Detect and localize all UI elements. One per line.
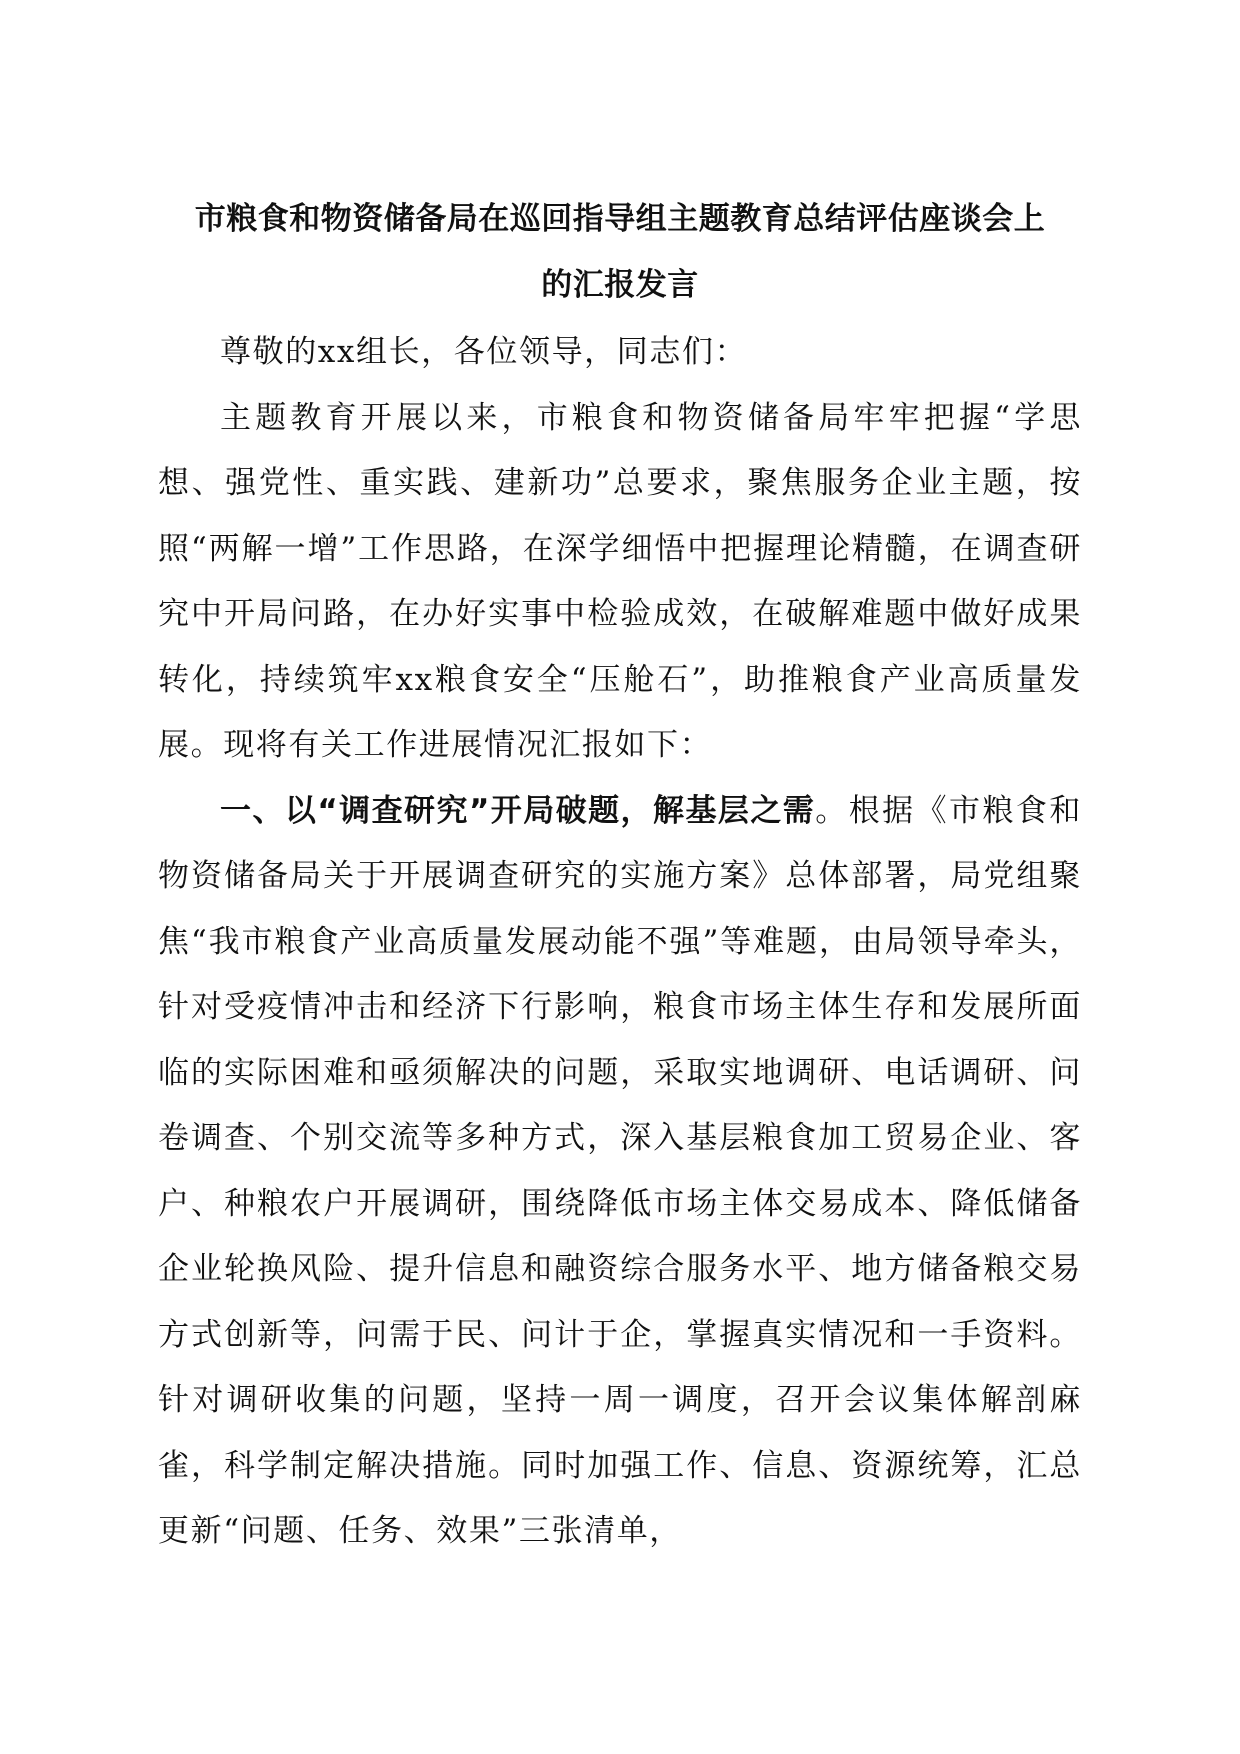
document-title-line-1: 市粮食和物资储备局在巡回指导组主题教育总结评估座谈会上	[194, 201, 1046, 237]
document-body	[158, 186, 1082, 1565]
section-1-body: 。根据《市粮食和物资储备局关于开展调查研究的实施方案》总体部署，局党组聚焦“我市粮食产业高质量发展动能不强”等难题，由局领导牵头，针对受疫情冲击和经济下行影响，粮食市场主体生存和发展所面临的实际困难和亟须解决的问题，采取实地调研、电话调研、问卷调查、个别交流等多种方式，深入基层粮食加工贸易企业、客户、种粮农户开展调研，围绕降低市场主体交易成本、降低储备企业轮换风险、提升信息和融资综合服务水平、地方储备粮交易方式创新等，问需于民、问计于企，掌握真实情况和一手资料。针对调研收集的问题，坚持一周一调度，召开会议集体解剖麻雀，科学制定解决措施。同时加强工作、信息、资源统筹，汇总更新“问题、任务、效果”三张清单，	[158, 792, 1082, 1549]
greeting-paragraph: 尊敬的xx组长，各位领导，同志们：	[220, 334, 748, 370]
document-title	[144, 186, 1096, 318]
intro-paragraph: 主题教育开展以来，市粮食和物资储备局牢牢把握“学思想、强党性、重实践、建新功”总要求，聚焦服务企业主题，按照“两解一增”工作思路，在深学细悟中把握理论精髓，在调查研究中开局问路，在办好实事中检验成效，在破解难题中做好成果转化，持续筑牢xx粮食安全“压舱石”，助推粮食产业高质量发展。现将有关工作进展情况汇报如下：	[158, 399, 1082, 763]
document-title-line-2: 的汇报发言	[541, 267, 699, 303]
section-1-paragraph	[158, 779, 1082, 1565]
section-1-heading: 一、以“调查研究”开局破题，解基层之需	[220, 792, 816, 829]
